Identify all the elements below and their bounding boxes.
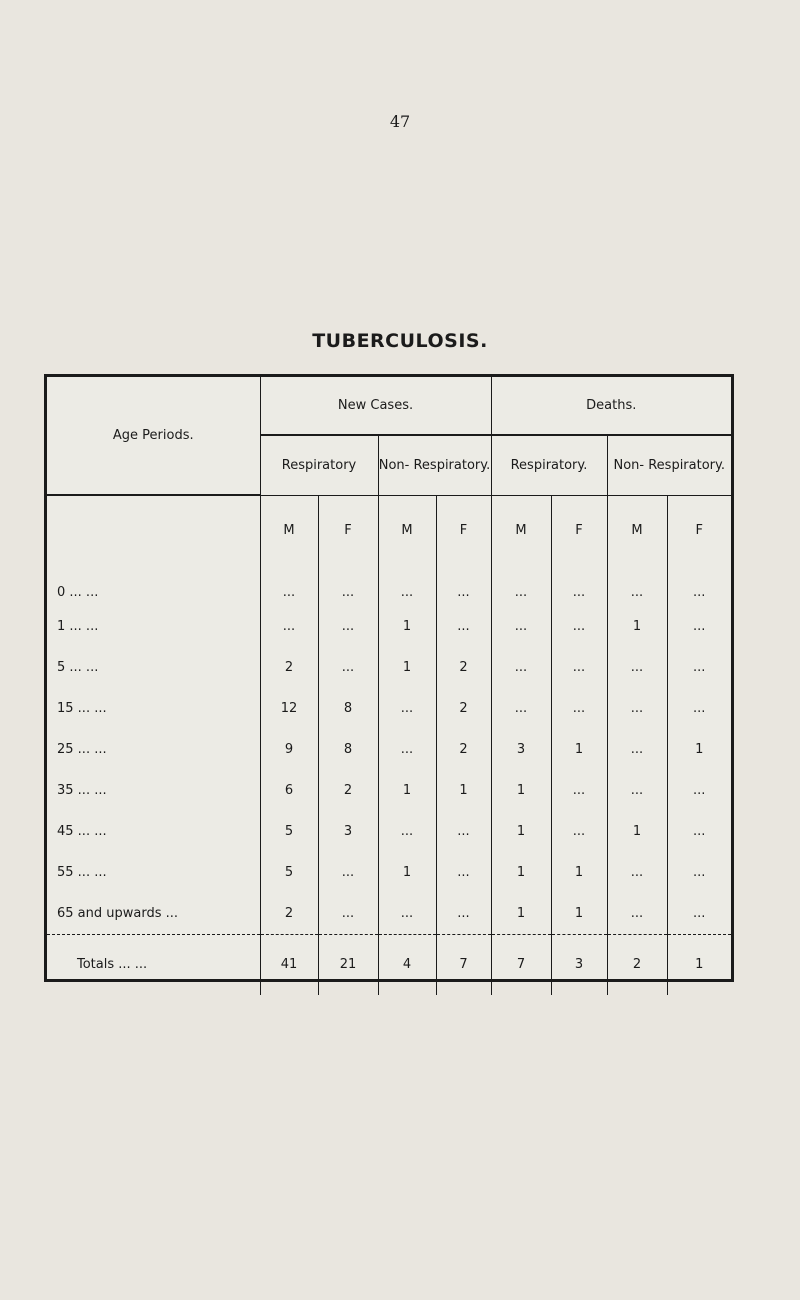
age-cell: 0 ... ...: [57, 585, 99, 600]
value-cell: 12: [260, 688, 318, 729]
value-cell: ...: [551, 688, 607, 729]
total-cell: 4: [378, 934, 436, 995]
deaths-header: Deaths.: [491, 377, 731, 435]
value-cell: 3: [491, 729, 551, 770]
table-row: [47, 811, 731, 852]
totals-label: Totals ... ...: [47, 934, 260, 995]
value-cell: ...: [607, 852, 667, 893]
value-cell: 1: [551, 729, 607, 770]
new-respiratory-header: Respiratory: [260, 435, 378, 495]
sex-header: F: [436, 495, 491, 565]
value-cell: 1: [551, 852, 607, 893]
page-title: TUBERCULOSIS.: [312, 330, 488, 352]
value-cell: ...: [378, 893, 436, 934]
total-cell: 21: [318, 934, 378, 995]
totals-row: [47, 934, 731, 995]
value-cell: ...: [491, 565, 551, 606]
value-cell: 1: [491, 893, 551, 934]
new-non-respiratory-header: Non- Respiratory.: [378, 435, 491, 495]
value-cell: 1: [378, 606, 436, 647]
value-cell: ...: [260, 565, 318, 606]
age-periods-header: Age Periods.: [112, 428, 194, 443]
value-cell: 2: [436, 647, 491, 688]
value-cell: 1: [491, 852, 551, 893]
value-cell: 1: [378, 770, 436, 811]
table-row: [47, 729, 731, 770]
sex-header: M: [260, 495, 318, 565]
value-cell: 2: [260, 647, 318, 688]
table-row: [47, 647, 731, 688]
table-row: [47, 565, 731, 606]
value-cell: ...: [378, 811, 436, 852]
value-cell: ...: [436, 852, 491, 893]
value-cell: ...: [318, 893, 378, 934]
age-cell: 35 ... ...: [57, 783, 107, 798]
table-row: [47, 688, 731, 729]
value-cell: 6: [260, 770, 318, 811]
table-row: [47, 606, 731, 647]
value-cell: ...: [667, 647, 731, 688]
value-cell: 3: [318, 811, 378, 852]
value-cell: ...: [551, 770, 607, 811]
value-cell: 1: [667, 729, 731, 770]
total-cell: 3: [551, 934, 607, 995]
value-cell: 2: [318, 770, 378, 811]
value-cell: 5: [260, 852, 318, 893]
value-cell: ...: [607, 729, 667, 770]
age-cell: 55 ... ...: [57, 865, 107, 880]
value-cell: 9: [260, 729, 318, 770]
age-cell: 25 ... ...: [57, 742, 107, 757]
value-cell: ...: [260, 606, 318, 647]
value-cell: ...: [667, 770, 731, 811]
value-cell: 1: [491, 770, 551, 811]
value-cell: ...: [378, 565, 436, 606]
value-cell: ...: [551, 647, 607, 688]
value-cell: 1: [378, 647, 436, 688]
value-cell: ...: [607, 893, 667, 934]
value-cell: 5: [260, 811, 318, 852]
value-cell: ...: [607, 770, 667, 811]
value-cell: ...: [667, 688, 731, 729]
tuberculosis-table: [44, 374, 734, 982]
value-cell: ...: [436, 606, 491, 647]
value-cell: ...: [551, 606, 607, 647]
value-cell: ...: [607, 647, 667, 688]
value-cell: 1: [607, 606, 667, 647]
value-cell: ...: [667, 565, 731, 606]
deaths-non-respiratory-header: Non- Respiratory.: [607, 435, 731, 495]
value-cell: ...: [318, 647, 378, 688]
value-cell: ...: [378, 688, 436, 729]
value-cell: 2: [436, 688, 491, 729]
value-cell: ...: [491, 647, 551, 688]
value-cell: ...: [318, 606, 378, 647]
value-cell: 1: [378, 852, 436, 893]
value-cell: ...: [667, 852, 731, 893]
sex-header: M: [378, 495, 436, 565]
value-cell: 1: [436, 770, 491, 811]
table-row: [47, 852, 731, 893]
age-cell: 5 ... ...: [57, 660, 99, 675]
sex-header: F: [551, 495, 607, 565]
value-cell: ...: [667, 811, 731, 852]
value-cell: 2: [436, 729, 491, 770]
age-cell: 45 ... ...: [57, 824, 107, 839]
age-cell: 15 ... ...: [57, 701, 107, 716]
value-cell: ...: [607, 688, 667, 729]
value-cell: ...: [551, 811, 607, 852]
value-cell: 1: [551, 893, 607, 934]
value-cell: ...: [436, 811, 491, 852]
age-cell: 65 and upwards ...: [57, 905, 179, 921]
new-cases-header: New Cases.: [260, 377, 491, 435]
table-row: [47, 770, 731, 811]
total-cell: 7: [491, 934, 551, 995]
page-number: 47: [389, 112, 411, 131]
value-cell: ...: [436, 565, 491, 606]
sex-header: F: [318, 495, 378, 565]
value-cell: ...: [491, 688, 551, 729]
value-cell: ...: [667, 893, 731, 934]
value-cell: 8: [318, 729, 378, 770]
deaths-respiratory-header: Respiratory.: [491, 435, 607, 495]
value-cell: ...: [667, 606, 731, 647]
table-row: [47, 893, 731, 934]
value-cell: 2: [260, 893, 318, 934]
value-cell: ...: [436, 893, 491, 934]
value-cell: ...: [491, 606, 551, 647]
sex-header: F: [667, 495, 731, 565]
total-cell: 1: [667, 934, 731, 995]
value-cell: 8: [318, 688, 378, 729]
value-cell: ...: [318, 852, 378, 893]
total-cell: 7: [436, 934, 491, 995]
age-cell: 1 ... ...: [57, 619, 99, 634]
value-cell: 1: [491, 811, 551, 852]
value-cell: ...: [318, 565, 378, 606]
total-cell: 41: [260, 934, 318, 995]
value-cell: ...: [607, 565, 667, 606]
sex-header: M: [607, 495, 667, 565]
value-cell: 1: [607, 811, 667, 852]
total-cell: 2: [607, 934, 667, 995]
value-cell: ...: [551, 565, 607, 606]
sex-header: M: [491, 495, 551, 565]
value-cell: ...: [378, 729, 436, 770]
